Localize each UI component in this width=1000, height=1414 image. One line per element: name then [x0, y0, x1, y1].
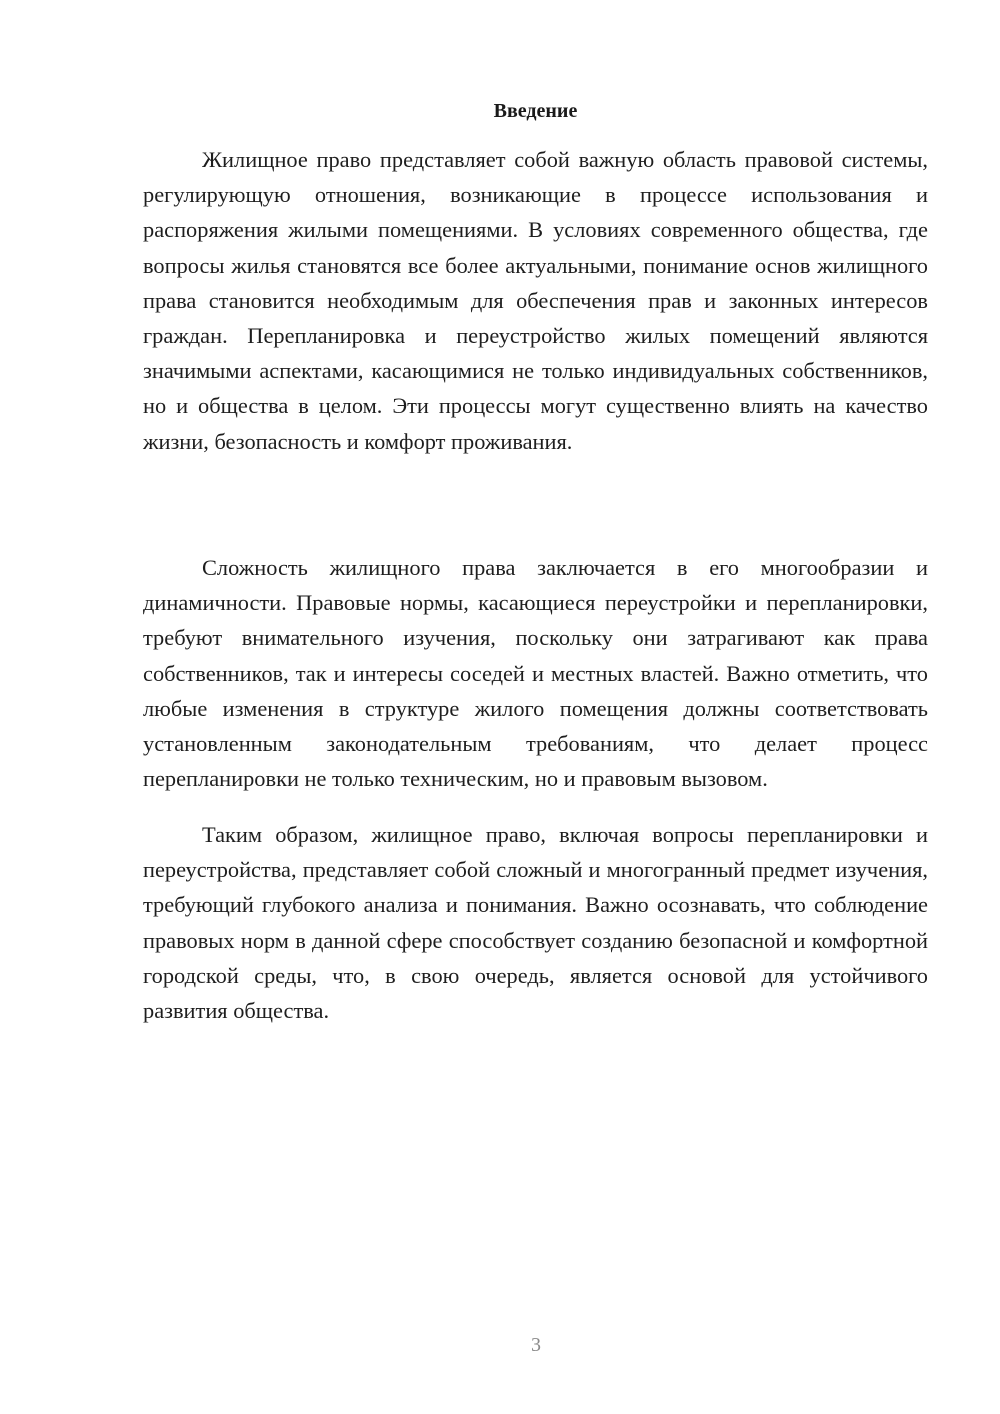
- section-title: Введение: [493, 100, 578, 122]
- paragraph-2: Сложность жилищного права заключается в его многообразии и динамичности. Правовые нормы, касающиеся переустройки и перепланировки, требуют внимательного изучения, поскольку они затрагивают как права собственников, так и интересы соседей и местных властей. Важно отметить, что любые изменения в структуре жилого помещения должны соответствовать установленным законодательным требованиям, что делает процесс перепланировки не только техническим, но и правовым вызовом.: [143, 555, 928, 792]
- paragraph-2-container: [143, 550, 928, 796]
- page-number: 3: [531, 1334, 541, 1356]
- paragraph-3: Таким образом, жилищное право, включая вопросы перепланировки и переустройства, представляет собой сложный и многогранный предмет изучения, требующий глубокого анализа и понимания. Важно осознавать, что соблюдение правовых норм в данной сфере способствует созданию безопасной и комфортной городской среды, что, в свою очередь, является основой для устойчивого развития общества.: [143, 822, 928, 1024]
- paragraph-3-container: [143, 817, 928, 1028]
- paragraph-1-container: [143, 142, 928, 459]
- paragraph-1: Жилищное право представляет собой важную область правовой системы, регулирующую отношения, возникающие в процессе использования и распоряжения жилыми помещениями. В условиях современного общества, где вопросы жилья становятся все более актуальными, понимание основ жилищного права становится необходимым для обеспечения прав и законных интересов граждан. Перепланировка и переустройство жилых помещений являются значимыми аспектами, касающимися не только индивидуальных собственников, но и общества в целом. Эти процессы могут существенно влиять на качество жизни, безопасность и комфорт проживания.: [143, 147, 928, 454]
